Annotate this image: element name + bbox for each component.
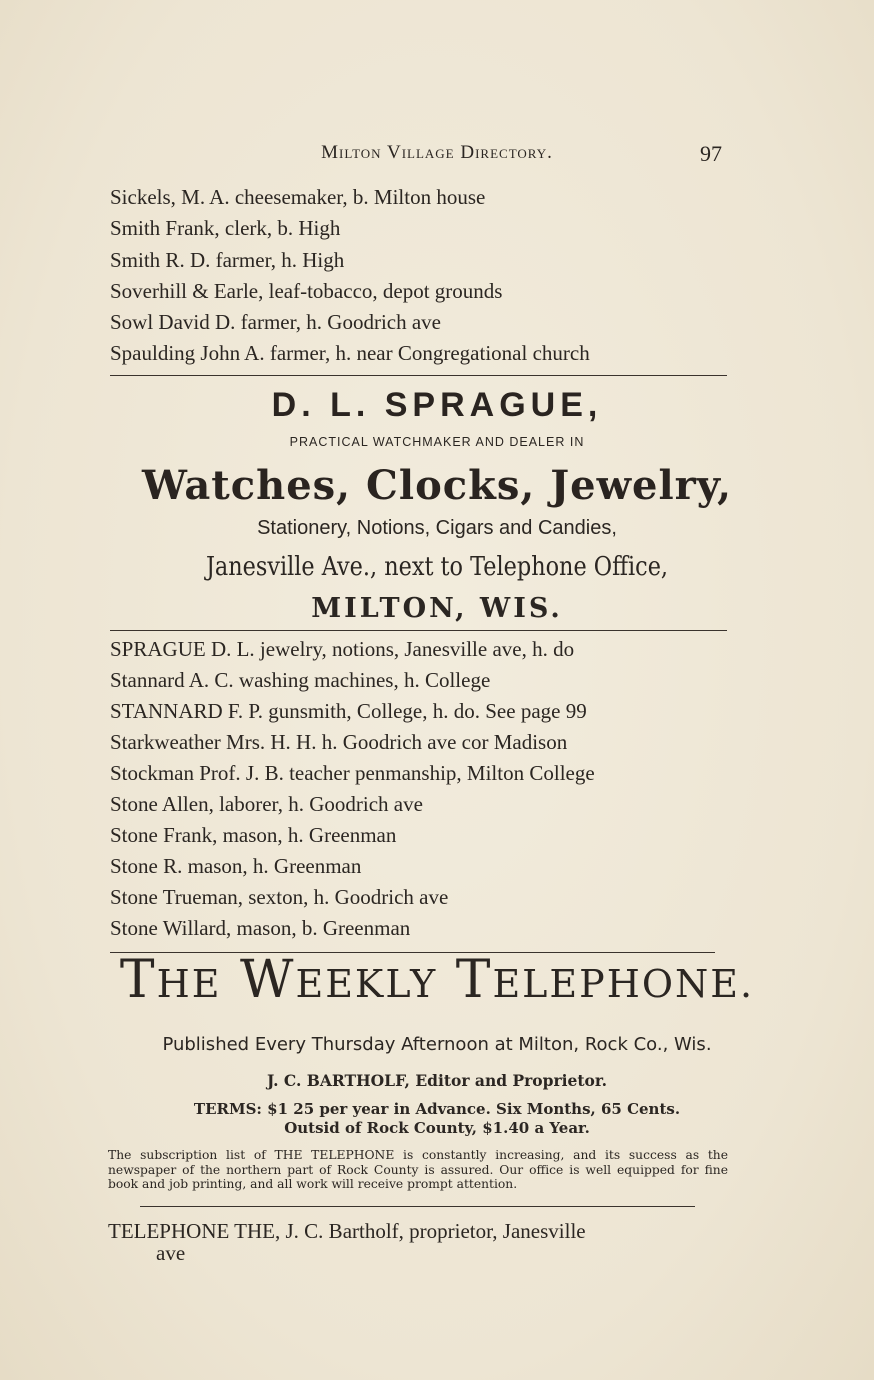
directory-entry: Starkweather Mrs. H. H. h. Goodrich ave cor Madison [110, 730, 568, 754]
directory-entry: Smith R. D. farmer, h. High [110, 248, 345, 272]
title-smallcaps: ELEPHONE. [492, 962, 755, 1006]
directory-entry: Stone Allen, laborer, h. Goodrich ave [110, 792, 423, 816]
directory-entry-telephone [108, 1220, 730, 1264]
directory-entry: Soverhill & Earle, leaf-tobacco, depot grounds [110, 279, 503, 303]
directory-entry: Stockman Prof. J. B. teacher penmanship, Milton College [110, 761, 595, 785]
page-number: 97 [700, 141, 722, 166]
terms-line: TERMS: $1 25 per year in Advance. Six Months, 65 Cents. [193, 1100, 681, 1118]
terms-line: Outsid of Rock County, $1.40 a Year. [284, 1119, 590, 1137]
publication-info: Published Every Thursday Afternoon at Milton, Rock Co., Wis. [162, 1034, 712, 1055]
directory-entry: STANNARD F. P. gunsmith, College, h. do. See page 99 [110, 699, 587, 723]
directory-entry: Stannard A. C. washing machines, h. College [110, 668, 491, 692]
subscription-fine-print: The subscription list of THE TELEPHONE is constantly increasing, and its success as the newspaper of the northern part of Rock County is assured. Our office is well equipped for fine book and job printing, and all work will receive prompt attention. [108, 1148, 728, 1191]
divider-rule [110, 375, 727, 376]
directory-entry: Stone Willard, mason, b. Greenman [110, 916, 411, 940]
directory-entry: Stone R. mason, h. Greenman [110, 854, 362, 878]
newspaper-title [0, 950, 874, 1010]
directory-entry: Stone Frank, mason, h. Greenman [110, 823, 397, 847]
title-letter: T [455, 950, 493, 1010]
directory-entry: Smith Frank, clerk, b. High [110, 216, 341, 240]
directory-entry: Stone Trueman, sexton, h. Goodrich ave [110, 885, 449, 909]
running-header-title: Milton Village Directory. [321, 142, 553, 163]
directory-entry: Spaulding John A. farmer, h. near Congregational church [110, 341, 590, 365]
title-letter: W [240, 950, 296, 1010]
ad-business-name: D. L. SPRAGUE, [271, 386, 603, 424]
ad-city: MILTON, WIS. [311, 593, 563, 624]
directory-entry: SPRAGUE D. L. jewelry, notions, Janesville ave, h. do [110, 637, 575, 661]
entry-line-continuation: ave [156, 1241, 186, 1265]
directory-entry: Sickels, M. A. cheesemaker, b. Milton house [110, 185, 486, 209]
ad-address: Janesville Ave., next to Telephone Office, [205, 552, 669, 582]
title-smallcaps: HE [156, 962, 222, 1006]
ad-products-line: Stationery, Notions, Cigars and Candies, [257, 517, 617, 539]
divider-rule [110, 630, 727, 631]
editor-line: J. C. BARTHOLF, Editor and Proprietor. [266, 1071, 608, 1090]
directory-entry: Sowl David D. farmer, h. Goodrich ave [110, 310, 441, 334]
ad-headline: Watches, Clocks, Jewelry, [141, 462, 733, 509]
title-smallcaps: EEKLY [295, 962, 438, 1006]
ad-tagline: PRACTICAL WATCHMAKER AND DEALER IN [289, 435, 585, 449]
divider-rule [140, 1206, 695, 1207]
title-letter: T [119, 950, 157, 1010]
entry-line: TELEPHONE THE, J. C. Bartholf, proprietor, Janesville [108, 1219, 586, 1243]
